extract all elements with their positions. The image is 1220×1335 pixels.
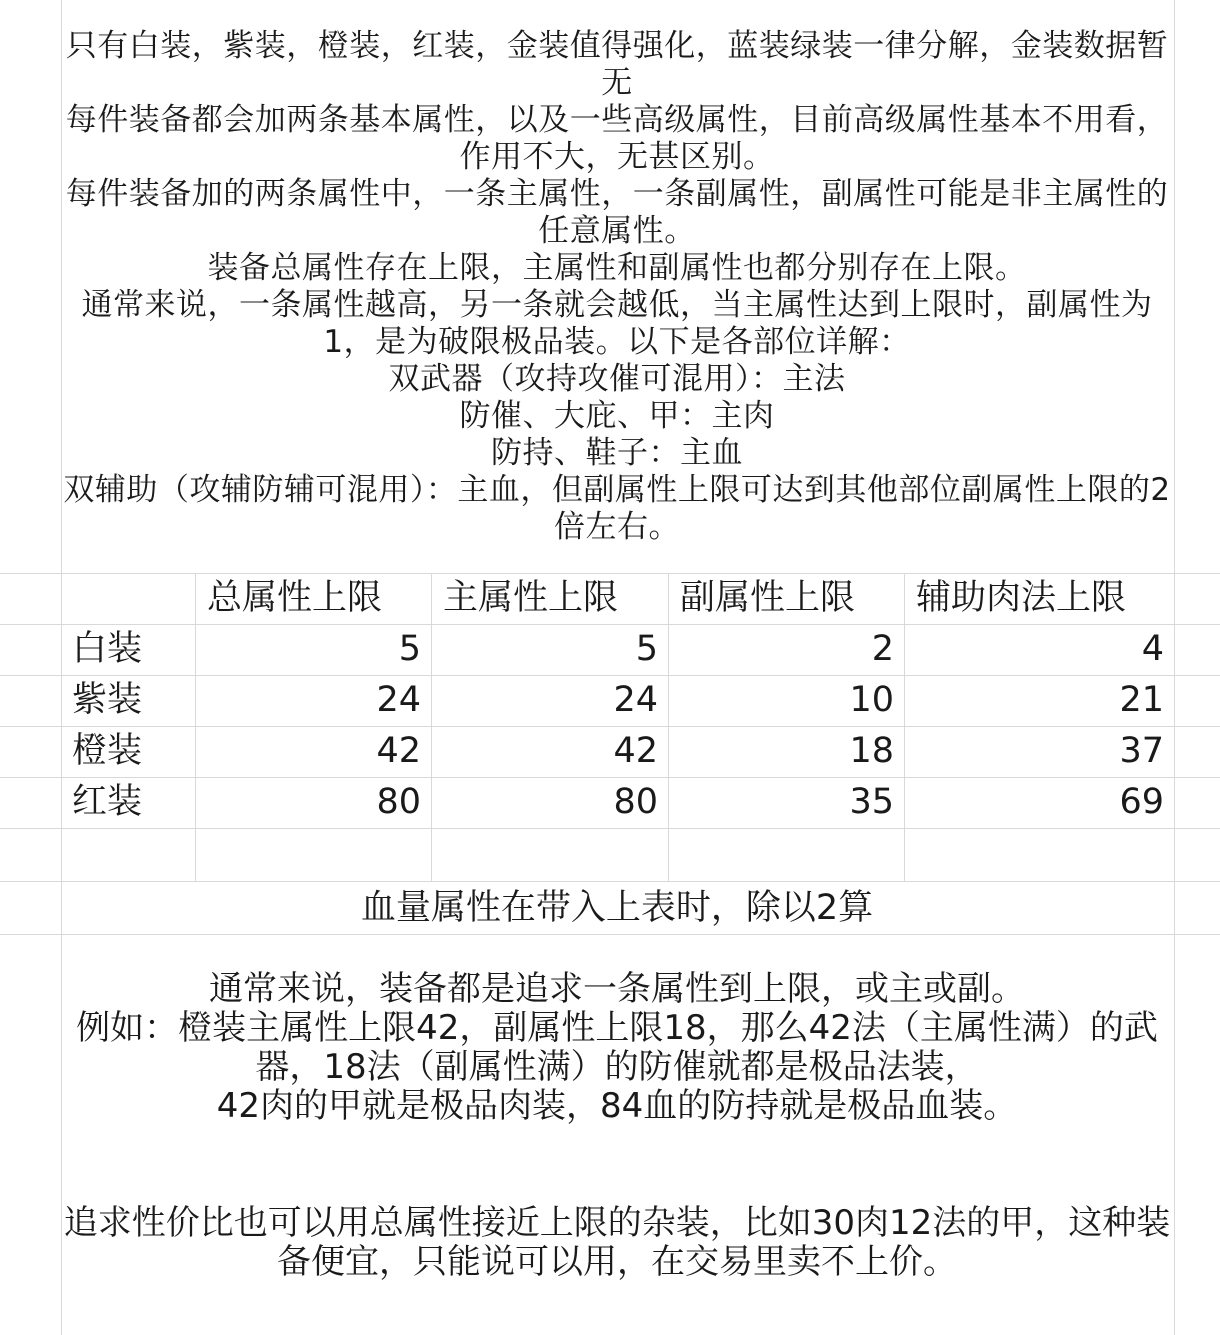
header-main-cap[interactable]: 主属性上限 <box>443 578 619 618</box>
note-line: 通常来说，一条属性越高，另一条就会越低，当主属性达到上限时，副属性为1，是为破限极品装。以下是各部位详解： <box>81 287 1153 360</box>
hp-note-banner[interactable]: 血量属性在带入上表时，除以2算 <box>360 888 874 928</box>
header-support-cap[interactable]: 辅助肉法上限 <box>916 578 1127 618</box>
note-line: 双武器（攻持攻催可混用）：主法 <box>388 361 846 397</box>
header-total-cap[interactable]: 总属性上限 <box>207 578 383 618</box>
note-line: 每件装备加的两条属性中，一条主属性，一条副属性，副属性可能是非主属性的任意属性。 <box>65 176 1169 249</box>
table-cell[interactable]: 42 <box>613 731 658 771</box>
stats-table <box>0 573 1220 881</box>
table-cell[interactable]: 37 <box>1119 731 1164 771</box>
grid-row-line <box>0 934 1220 935</box>
table-cell[interactable]: 42 <box>376 731 421 771</box>
note-line: 防催、大庇、甲：主肉 <box>459 398 775 434</box>
table-cell[interactable]: 2 <box>871 629 894 669</box>
summary-line: 通常来说，装备都是追求一条属性到上限，或主或副。 <box>209 969 1025 1009</box>
note-line: 装备总属性存在上限，主属性和副属性也都分别存在上限。 <box>207 250 1027 286</box>
table-cell[interactable]: 5 <box>398 629 421 669</box>
header-sub-cap[interactable]: 副属性上限 <box>680 578 856 618</box>
blank-line <box>62 1126 1172 1204</box>
table-cell[interactable]: 18 <box>849 731 894 771</box>
summary-line: 42肉的甲就是极品肉装，84血的防持就是极品血装。 <box>216 1086 1018 1126</box>
note-line: 只有白装，紫装，橙装，红装，金装值得强化，蓝装绿装一律分解，金装数据暂无 <box>65 28 1169 101</box>
note-line: 每件装备都会加两条基本属性，以及一些高级属性，目前高级属性基本不用看，作用不大，无甚区别。 <box>65 102 1169 175</box>
table-cell[interactable]: 21 <box>1119 680 1164 720</box>
table-cell[interactable]: 5 <box>635 629 658 669</box>
row-label-white[interactable]: 白装 <box>72 629 143 669</box>
summary-cell[interactable] <box>62 970 1172 1282</box>
note-line: 双辅助（攻辅防辅可混用）：主血，但副属性上限可达到其他部位副属性上限的2倍左右。 <box>63 472 1171 545</box>
table-cell[interactable]: 80 <box>613 782 658 822</box>
row-label-red[interactable]: 红装 <box>72 782 143 822</box>
row-label-purple[interactable]: 紫装 <box>72 680 143 720</box>
table-cell[interactable]: 4 <box>1141 629 1164 669</box>
summary-line: 例如：橙装主属性上限42，副属性上限18，那么42法（主属性满）的武器，18法（副属性满）的防催就都是极品法装， <box>76 1008 1158 1087</box>
row-label-orange[interactable]: 橙装 <box>72 731 143 771</box>
note-line: 防持、鞋子：主血 <box>491 435 743 471</box>
table-cell[interactable]: 24 <box>613 680 658 720</box>
table-cell[interactable]: 10 <box>849 680 894 720</box>
table-cell[interactable]: 69 <box>1119 782 1164 822</box>
summary-line: 追求性价比也可以用总属性接近上限的杂装，比如30肉12法的甲，这种装备便宜，只能说可以用，在交易里卖不上价。 <box>63 1203 1171 1282</box>
grid-row-line <box>0 828 1220 829</box>
table-cell[interactable]: 80 <box>376 782 421 822</box>
table-cell[interactable]: 35 <box>849 782 894 822</box>
table-cell[interactable]: 24 <box>376 680 421 720</box>
notes-cell[interactable] <box>62 28 1172 546</box>
